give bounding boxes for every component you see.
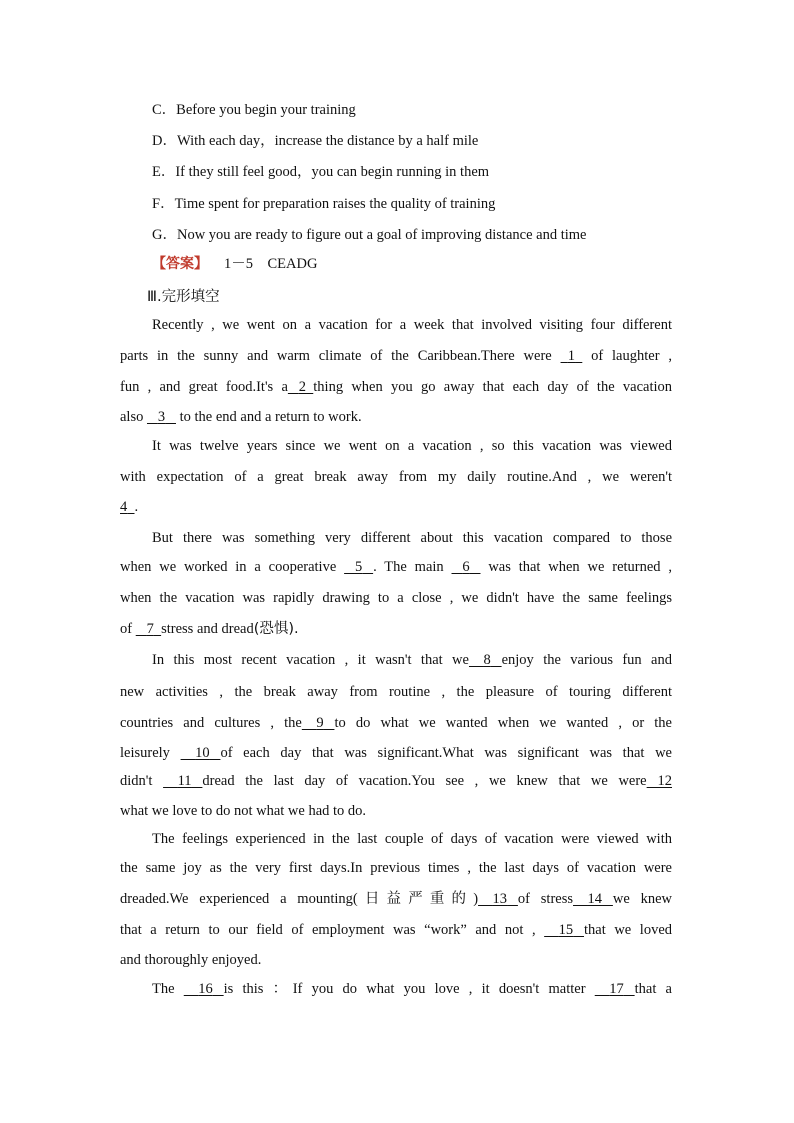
answer-text: 1－5 CEADG bbox=[224, 256, 318, 272]
answer-line bbox=[152, 252, 317, 273]
option-c: C．Before you begin your training bbox=[152, 102, 356, 118]
text-segment: of bbox=[120, 621, 136, 637]
text-segment: of each day that was significant.What was significant was that we bbox=[220, 745, 672, 761]
text-segment: when we worked in a cooperative bbox=[120, 559, 345, 575]
text-line bbox=[120, 683, 672, 701]
text-segment: fun , and great food.It's a bbox=[120, 379, 288, 395]
text-segment: 11 bbox=[177, 773, 192, 789]
text-segment: stress and dread bbox=[161, 621, 254, 637]
text-line bbox=[120, 772, 672, 790]
text-segment: 6 bbox=[462, 559, 470, 575]
text-segment: The feelings experienced in the last couple of days of vacation were viewed with bbox=[152, 831, 672, 847]
text-segment: to do what we wanted when we wanted , or the bbox=[334, 715, 672, 731]
blank-1 bbox=[561, 347, 583, 365]
blank-15 bbox=[544, 921, 584, 939]
text-line bbox=[152, 529, 672, 547]
text-line bbox=[152, 651, 672, 669]
option-d: D．With each day，increase the distance by a half mile bbox=[152, 133, 479, 149]
blank-14 bbox=[573, 890, 613, 908]
text-segment: ) bbox=[473, 891, 479, 907]
blank-9 bbox=[302, 714, 335, 732]
blank-3 bbox=[147, 408, 176, 426]
text-segment: It was twelve years since we went on a vacation , so this vacation was viewed bbox=[152, 438, 672, 454]
text-segment: with expectation of a great break away from my daily routine.And , we weren't bbox=[120, 469, 672, 485]
text-segment: 13 bbox=[492, 891, 508, 907]
text-segment: 16 bbox=[198, 981, 213, 997]
text-segment: 3 bbox=[157, 409, 166, 425]
blank-13 bbox=[478, 890, 518, 908]
text-segment: 14 bbox=[587, 891, 603, 907]
blank-12 bbox=[647, 772, 672, 790]
text-segment: 17 bbox=[609, 981, 624, 997]
text-segment: parts in the sunny and warm climate of the Caribbean.There were bbox=[120, 348, 561, 364]
text-segment: 10 bbox=[195, 745, 210, 761]
blank-16 bbox=[184, 980, 224, 998]
blank-11 bbox=[163, 772, 202, 790]
blank-2 bbox=[288, 378, 313, 396]
text-segment: 4 bbox=[120, 499, 128, 515]
text-segment: 12 bbox=[657, 773, 672, 789]
text-line bbox=[120, 714, 672, 732]
text-segment: is this ：If you do what you love , it doesn't matter bbox=[223, 981, 595, 997]
answer-label: 【答案】 bbox=[152, 256, 208, 272]
text-segment: and thoroughly enjoyed. bbox=[120, 952, 262, 968]
text-segment: was that when we returned , bbox=[480, 559, 672, 575]
text-segment: (恐惧). bbox=[253, 621, 299, 637]
text-segment: when the vacation was rapidly drawing to a close , we didn't have the same feelings bbox=[120, 590, 672, 606]
text-segment: dread the last day of vacation.You see , we knew that we were bbox=[202, 773, 647, 789]
text-line bbox=[120, 951, 672, 969]
text-segment: 8 bbox=[483, 652, 491, 668]
text-segment: to the end and a return to work. bbox=[175, 409, 362, 425]
blank-7 bbox=[136, 620, 161, 638]
text-segment: enjoy the various fun and bbox=[501, 652, 672, 668]
blank-6 bbox=[452, 558, 481, 576]
text-segment: countries and cultures , the bbox=[120, 715, 302, 731]
blank-17 bbox=[595, 980, 635, 998]
text-line bbox=[120, 921, 672, 939]
text-segment: that a return to our field of employment was “work” and not , bbox=[120, 922, 545, 938]
blank-4 bbox=[120, 498, 135, 516]
text-line bbox=[120, 744, 672, 762]
text-segment: thing when you go away that each day of the vacation bbox=[313, 379, 672, 395]
text-segment: of stress bbox=[517, 891, 574, 907]
text-segment: 1 bbox=[567, 348, 576, 364]
text-segment: 日益严重的 bbox=[357, 891, 474, 907]
option-g: G．Now you are ready to figure out a goal of improving distance and time bbox=[152, 227, 587, 243]
text-segment: the same joy as the very first days.In previous times , the last days of vacation were bbox=[120, 860, 672, 876]
text-segment: 15 bbox=[558, 922, 574, 938]
text-segment: dreaded.We experienced a mounting( bbox=[120, 891, 358, 907]
blank-8 bbox=[469, 651, 502, 669]
text-line bbox=[152, 316, 672, 334]
section-title: Ⅲ.完形填空 bbox=[147, 289, 220, 305]
text-line bbox=[120, 378, 672, 396]
text-segment: 5 bbox=[354, 559, 363, 575]
text-line bbox=[120, 859, 672, 877]
text-segment: leisurely bbox=[120, 745, 181, 761]
text-line bbox=[120, 408, 672, 426]
text-segment: new activities , the break away from routine , the pleasure of touring different bbox=[120, 684, 672, 700]
text-segment: also bbox=[120, 409, 147, 425]
text-line bbox=[120, 347, 672, 365]
text-line bbox=[120, 890, 672, 908]
text-segment: The bbox=[152, 981, 184, 997]
blank-5 bbox=[344, 558, 373, 576]
text-segment: didn't bbox=[120, 773, 164, 789]
text-segment: But there was something very different about this vacation compared to those bbox=[152, 530, 672, 546]
text-line bbox=[152, 437, 672, 455]
text-line bbox=[152, 980, 672, 998]
text-line bbox=[120, 620, 672, 638]
text-line bbox=[152, 830, 672, 848]
text-segment: of laughter , bbox=[582, 348, 672, 364]
option-e: E．If they still feel good，you can begin running in them bbox=[152, 164, 490, 180]
text-segment: 9 bbox=[316, 715, 324, 731]
text-line bbox=[120, 589, 672, 607]
text-segment: we knew bbox=[612, 891, 672, 907]
text-segment: 7 bbox=[146, 621, 154, 637]
text-line bbox=[120, 802, 672, 820]
text-line bbox=[120, 558, 672, 576]
text-segment: what we love to do not what we had to do. bbox=[120, 803, 367, 819]
option-f: F．Time spent for preparation raises the quality of training bbox=[152, 196, 496, 212]
text-segment: . bbox=[134, 499, 139, 515]
text-segment: that we loved bbox=[584, 922, 672, 938]
text-line bbox=[120, 468, 672, 486]
text-segment: Recently , we went on a vacation for a week that involved visiting four different bbox=[152, 317, 672, 333]
text-segment: 2 bbox=[298, 379, 307, 395]
text-segment: . The main bbox=[373, 559, 452, 575]
text-line bbox=[120, 498, 672, 516]
text-segment: that a bbox=[634, 981, 672, 997]
blank-10 bbox=[181, 744, 221, 762]
text-segment: In this most recent vacation , it wasn't that we bbox=[152, 652, 469, 668]
